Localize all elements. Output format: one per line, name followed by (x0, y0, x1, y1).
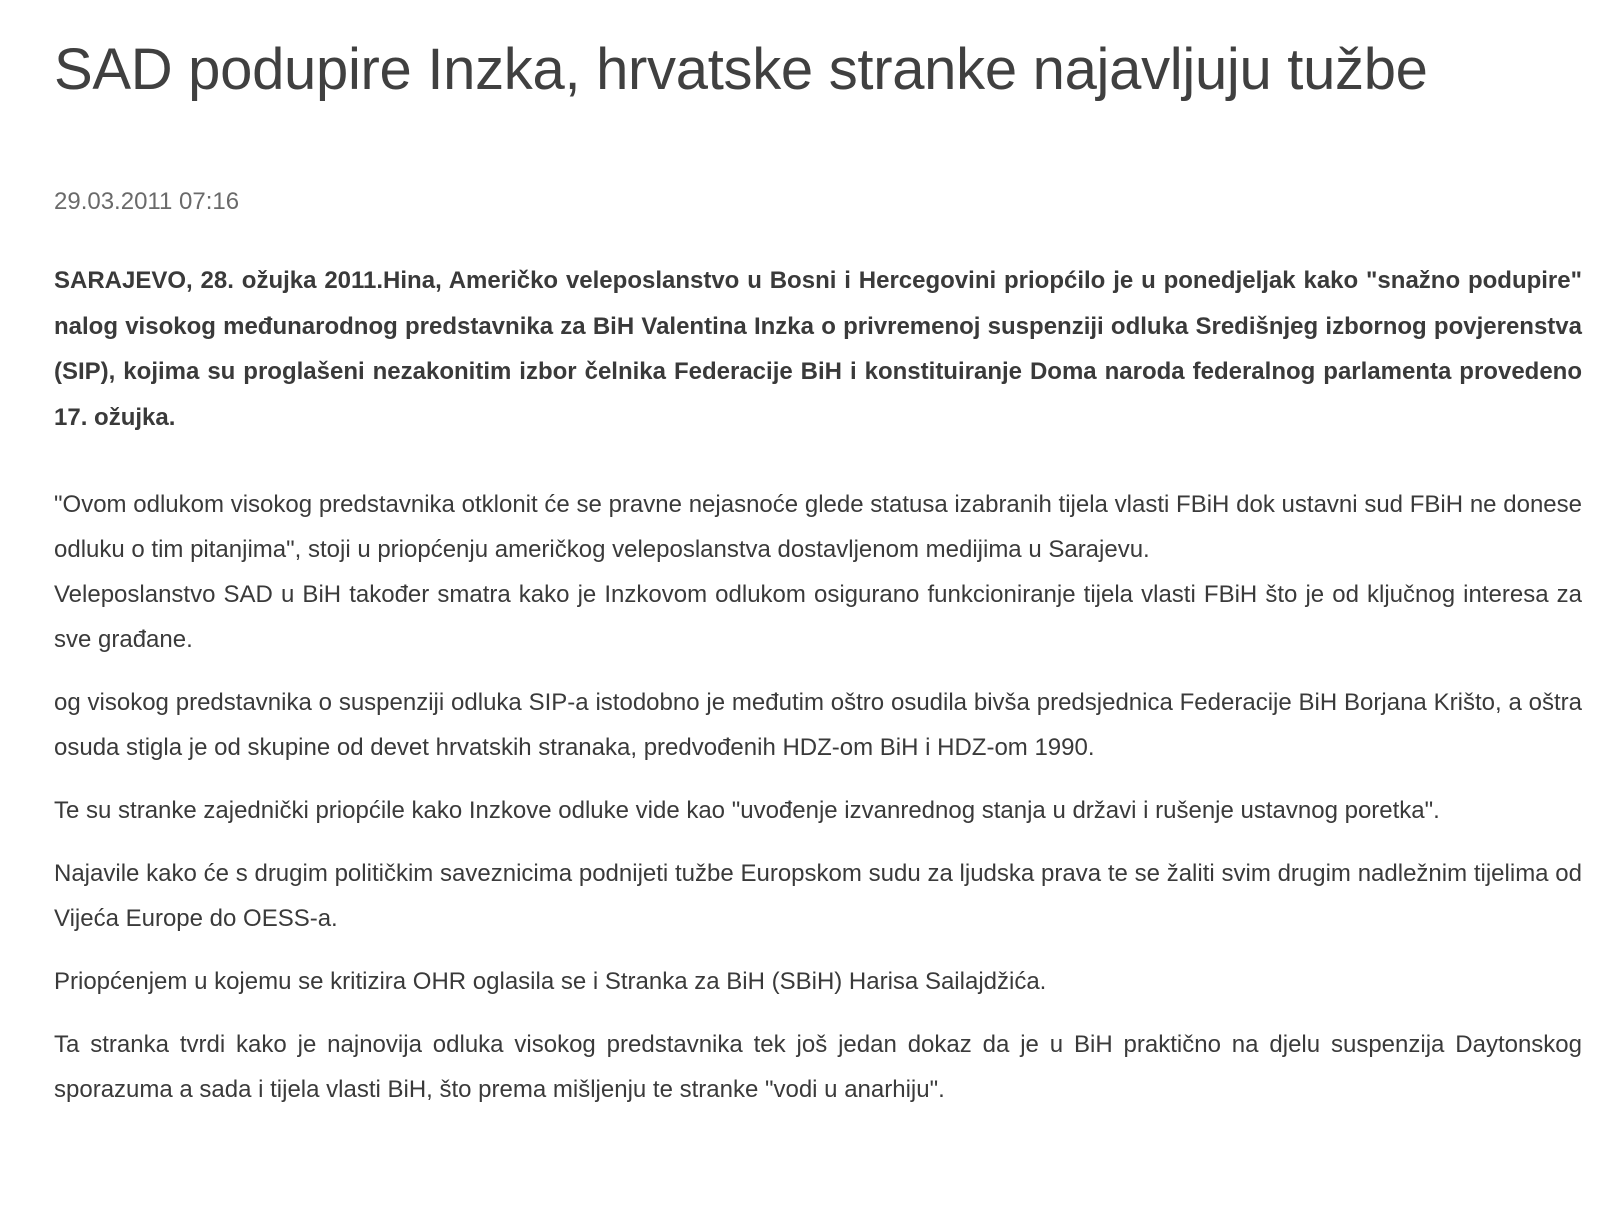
article-paragraph-5: Najavile kako će s drugim političkim saveznicima podnijeti tužbe Europskom sudu za ljudska prava te se žaliti svim drugim nadležnim tijelima od Vijeća Europe do OESS-a. (54, 860, 1582, 932)
article-paragraph-7: Ta stranka tvrdi kako je najnovija odluka visokog predstavnika tek još jedan dokaz da je u BiH praktično na djelu suspenzija Daytonskog sporazuma a sada i tijela vlasti BiH, što prema mišljenju te stranke "vodi u anarhiju". (54, 1031, 1582, 1103)
article-date: 29.03.2011 07:16 (54, 188, 240, 215)
article-lead: SARAJEVO, 28. ožujka 2011.Hina, Američko veleposlanstvo u Bosni i Hercegovini priopćilo je u ponedjeljak kako "snažno podupire" nalog visokog međunarodnog predstavnika za BiH Valentina Inzka o privremenoj suspenziji odluka Središnjeg izbornog povjerenstva (SIP), kojima su proglašeni nezakonitim izbor čelnika Federacije BiH i konstituiranje Doma naroda federalnog parlamenta provedeno 17. ožujka. (54, 267, 1582, 431)
article-title: SAD podupire Inzka, hrvatske stranke najavljuju tužbe (54, 37, 1428, 102)
article-paragraph-3: og visokog predstavnika o suspenziji odluka SIP-a istodobno je međutim oštro osudila bivša predsjednica Federacije BiH Borjana Krišto, a oštra osuda stigla je od skupine od devet hrvatskih stranaka, predvođenih HDZ-om BiH i HDZ-om 1990. (54, 689, 1582, 761)
article-paragraph-6: Priopćenjem u kojemu se kritizira OHR oglasila se i Stranka za BiH (SBiH) Harisa Sailajdžića. (54, 968, 1047, 995)
article-paragraph-4: Te su stranke zajednički priopćile kako Inzkove odluke vide kao "uvođenje izvanrednog stanja u državi i rušenje ustavnog poretka". (54, 797, 1440, 824)
article-body (54, 258, 1582, 1112)
article-paragraph-1: "Ovom odlukom visokog predstavnika otklonit će se pravne nejasnoće glede statusa izabranih tijela vlasti FBiH dok ustavni sud FBiH ne donese odluku o tim pitanjima", stoji u priopćenju američkog veleposlanstva dostavljenom medijima u Sarajevu. (54, 491, 1582, 563)
article-paragraph-2: Veleposlanstvo SAD u BiH također smatra kako je Inzkovom odlukom osigurano funkcioniranje tijela vlasti FBiH što je od ključnog interesa za sve građane. (54, 581, 1582, 653)
